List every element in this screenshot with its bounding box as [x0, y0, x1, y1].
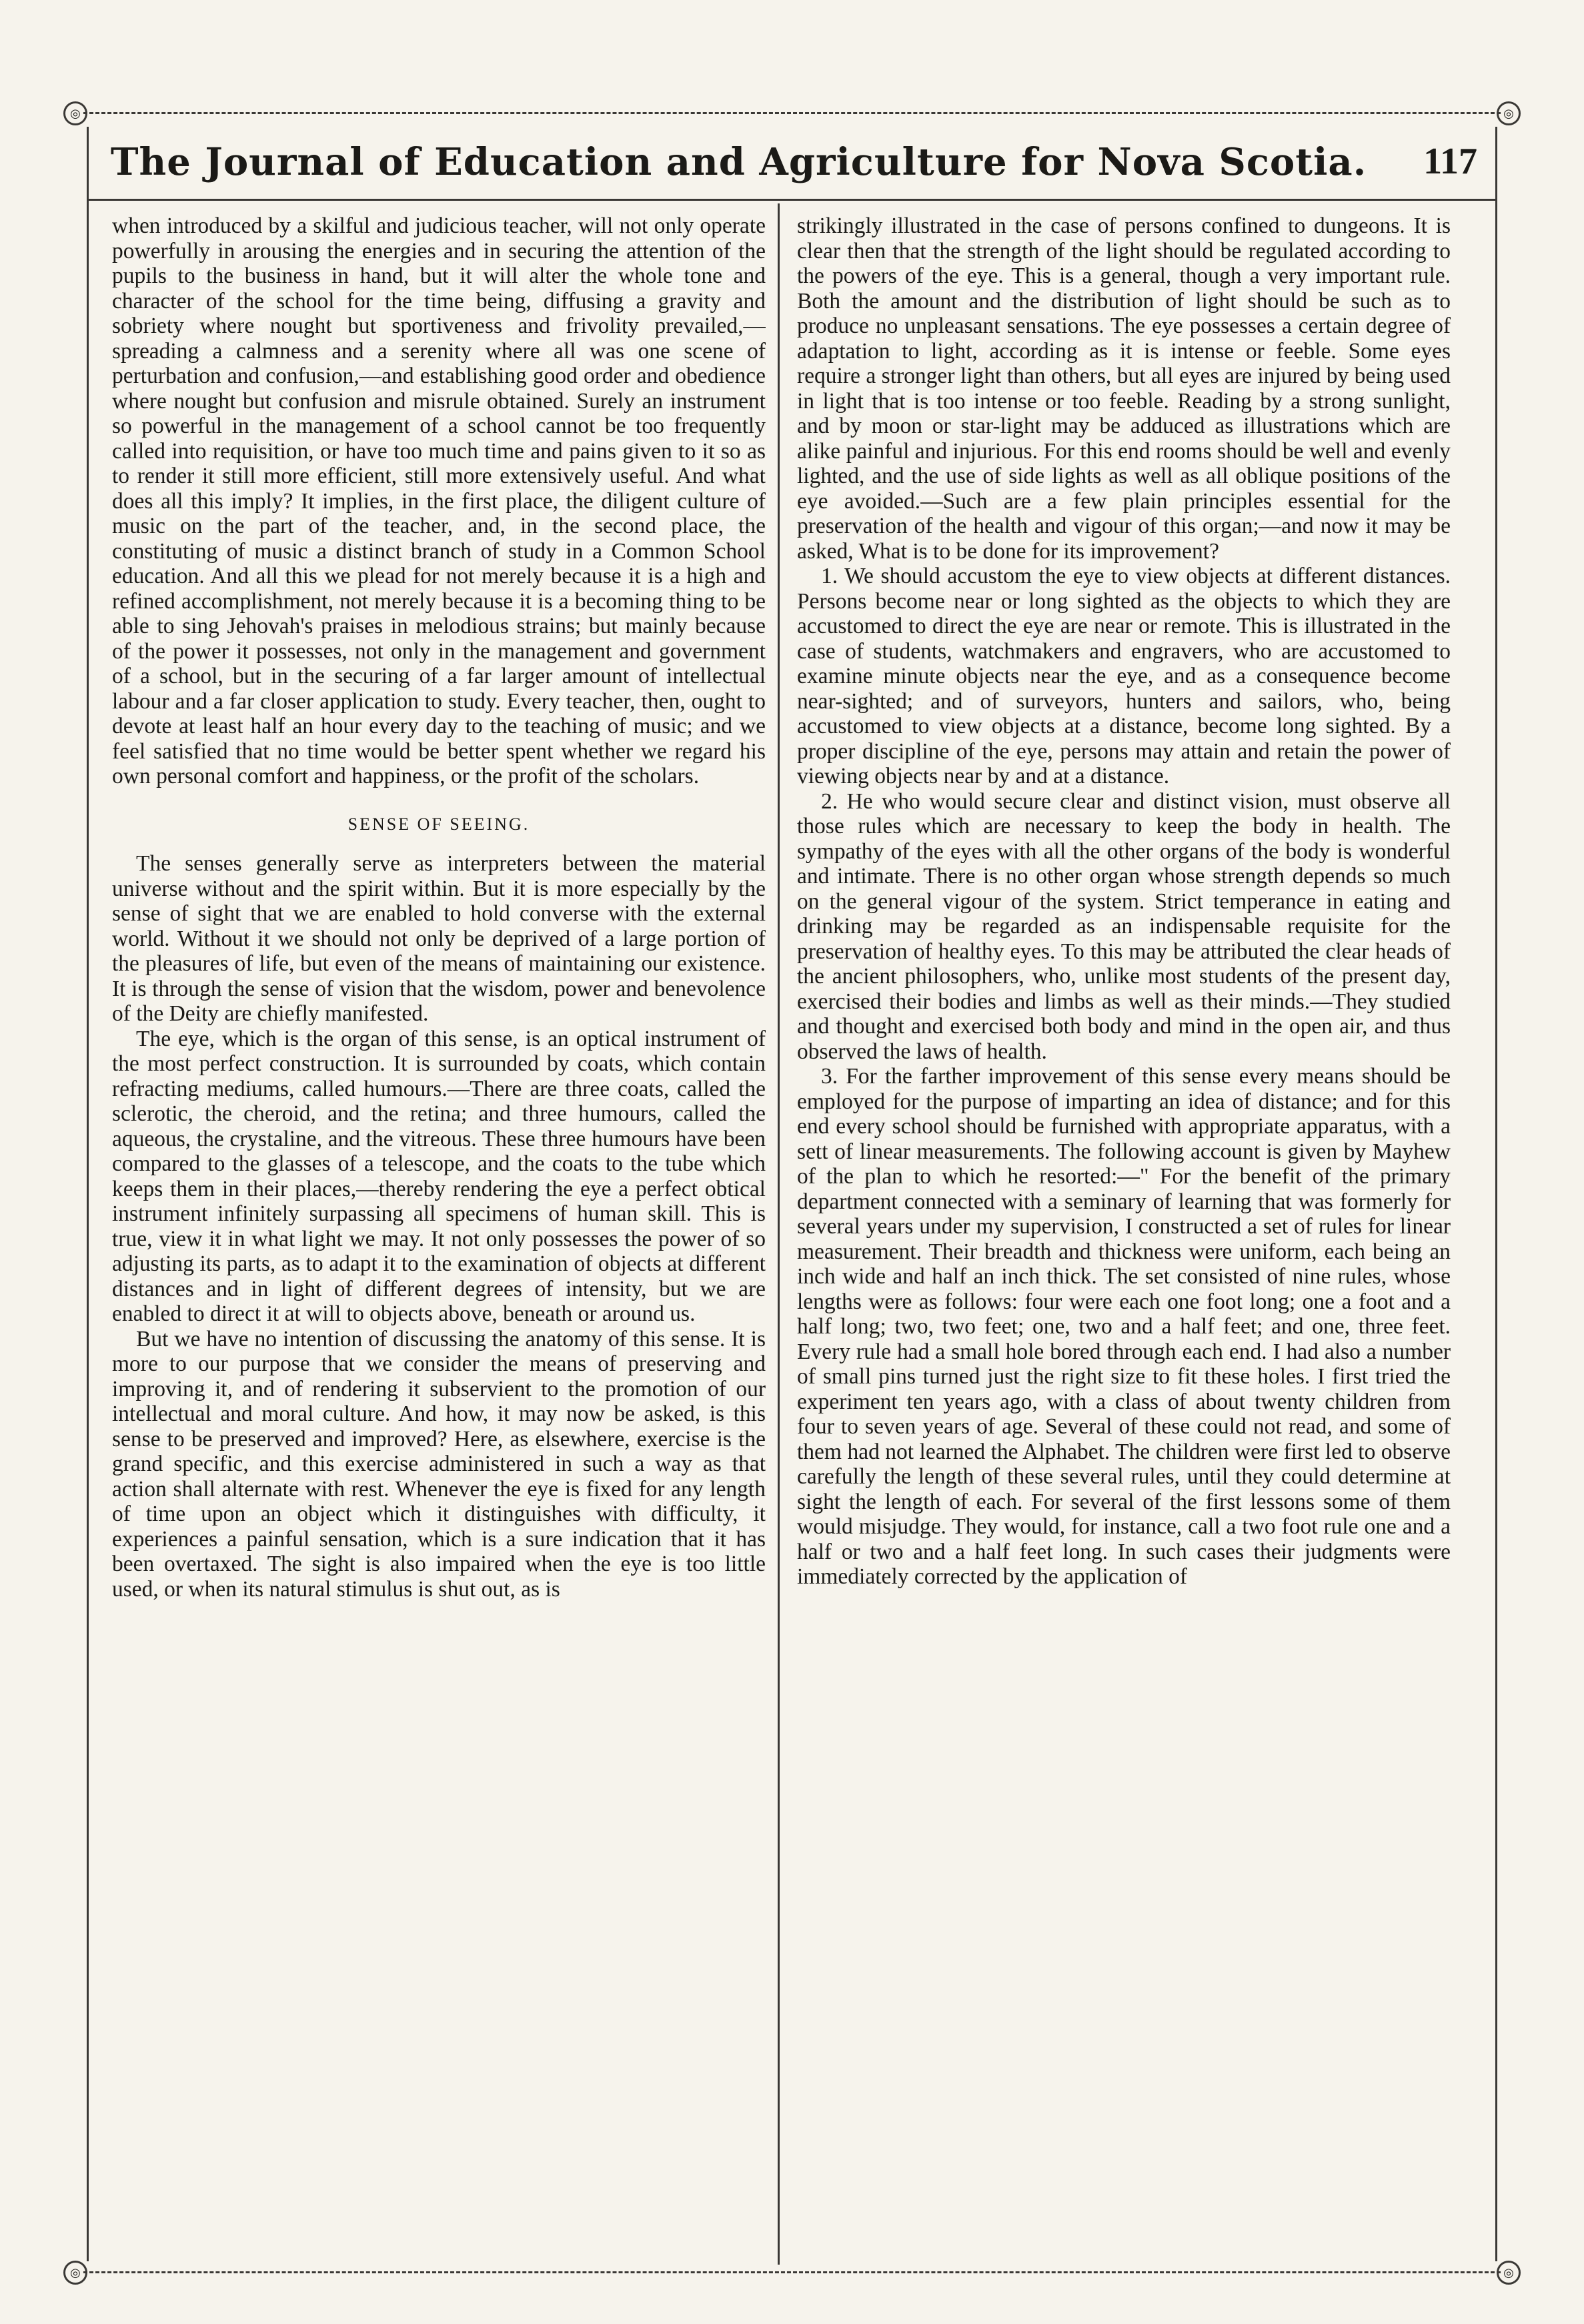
- corner-ornament-icon: ◎: [1497, 2261, 1521, 2285]
- column-divider: [778, 203, 780, 2265]
- paragraph: when introduced by a skilful and judicious teacher, will not only operate powerfully in arousing the energies and in securing the attention of the pupils to the business in hand, but it will alter the whole tone and character of the school for the time being, diffusing a gravity and sobriety where nought but sportiveness and frivolity prevailed,—spreading a calmness and a serenity where all was one scene of perturbation and confusion,—and establishing good order and obedience where nought but confusion and misrule obtained. Surely an instrument so powerful in the management of a school cannot be too frequently called into requisition, or have too much time and pains given to it so as to render it still more efficient, still more extensively useful. And what does all this imply? It implies, in the first place, the diligent culture of music on the part of the teacher, and, in the second place, the constituting of music a distinct branch of study in a Common School education. And all this we plead for not merely because it is a high and refined accomplishment, not merely because it is a becoming thing to be able to sing Jehovah's praises in melodious strains; but mainly because of the power it possesses, not only in the management and government of a school, but in the securing of a far larger amount of intellectual labour and a far closer application to study. Every teacher, then, ought to devote at least half an hour every day to the teaching of music; and we feel satisfied that no time would be better spent whether we regard his own personal comfort and happiness, or the profit of the scholars.: [112, 213, 766, 788]
- corner-ornament-icon: ◎: [63, 2261, 87, 2285]
- paragraph: But we have no intention of discussing the anatomy of this sense. It is more to our purpose that we consider the means of preserving and improving it, and of rendering it subservient to the promotion of our intellectual and moral culture. And how, it may now be asked, is this sense to be preserved and improved? Here, as elsewhere, exercise is the grand specific, and this exercise administered in such a way as that action shall alternate with rest. Whenever the eye is fixed for any length of time upon an object which it distinguishes with difficulty, it experiences a painful sensation, which is a sure indication that it has been overtaxed. The sight is also impaired when the eye is too little used, or when its natural stimulus is shut out, as is: [112, 1326, 766, 1602]
- top-dashed-rule: [83, 112, 1501, 114]
- paragraph: 1. We should accustom the eye to view objects at different distances. Persons become near or long sighted as the objects to which they are accustomed to direct the eye are near or remote. This is illustrated in the case of students, watchmakers and engravers, who are accustomed to examine minute objects near the eye, and as a consequence become near-sighted; and of surveyors, hunters and sailors, who, being accustomed to view objects at a distance, become long sighted. By a proper discipline of the eye, persons may attain and retain the power of viewing objects near by and at a distance.: [797, 564, 1451, 788]
- paragraph: strikingly illustrated in the case of persons confined to dungeons. It is clear then that the strength of the light should be regulated according to the powers of the eye. This is a general, though a very important rule. Both the amount and the distribution of light should be such as to produce no unpleasant sensations. The eye possesses a certain degree of adaptation to light, according as it is intense or feeble. Some eyes require a stronger light than others, but all eyes are injured by being used in light that is too intense or too feeble. Reading by a strong sunlight, and by moon or star-light may be adduced as illustrations which are alike painful and injurious. For this end rooms should be well and evenly lighted, and the use of side lights as well as all oblique positions of the eye avoided.—Such are a few plain principles essential for the preservation of the health and vigour of this organ;—and now it may be asked, What is to be done for its improvement?: [797, 213, 1451, 564]
- corner-ornament-icon: ◎: [63, 101, 87, 125]
- paragraph: 3. For the farther improvement of this sense every means should be employed for the purpose of imparting an idea of distance; and for this end every school should be furnished with appropriate apparatus, with a sett of linear measurements. The following account is given by Mayhew of the plan to which he resorted:—" For the benefit of the primary department connected with a seminary of learning that was formerly for several years under my supervision, I constructed a set of rules for linear measurement. Their breadth and thickness were uniform, each being an inch wide and half an inch thick. The set consisted of nine rules, whose lengths were as follows: four were each one foot long; one a foot and a half long; two, two feet; one, two and a half feet; and one, three feet. Every rule had a small hole bored through each end. I had also a number of small pins turned just the right size to fit these holes. I first tried the experiment ten years ago, with a class of about twenty children from four to seven years of age. Several of these could not read, and some of them had not learned the Alphabet. The children were first led to observe carefully the length of these several rules, until they could determine at sight the length of each. For several of the first lessons some of them would misjudge. They would, for instance, call a two foot rule one and a half or two and a half feet long. In such cases their judgments were immediately corrected by the application of: [797, 1064, 1451, 1589]
- page-number: 117: [1423, 141, 1477, 182]
- paragraph: 2. He who would secure clear and distinct vision, must observe all those rules which are necessary to keep the body in health. The sympathy of the eyes with all the other organs of the body is wonderful and intimate. There is no other organ whose strength depends so much on the general vigour of the system. Strict temperance in eating and drinking may be regarded as an indispensable requisite for the preservation of healthy eyes. To this may be attributed the clear heads of the ancient philosophers, who, unlike most students of the present day, exercised their bodies and limbs as well as their minds.—They studied and thought and exercised both body and mind in the open air, and thus observed the laws of health.: [797, 788, 1451, 1064]
- bottom-dashed-rule: [83, 2271, 1501, 2273]
- left-frame-line: [87, 127, 89, 2261]
- corner-ornament-icon: ◎: [1497, 101, 1521, 125]
- left-column: [112, 213, 766, 2258]
- section-heading: SENSE OF SEEING.: [347, 814, 530, 834]
- paragraph: The eye, which is the organ of this sense, is an optical instrument of the most perfect construction. It is surrounded by coats, which contain refracting mediums, called humours.—There are three coats, called the sclerotic, the cheroid, and the retina; and three humours, called the aqueous, the crystaline, and the vitreous. These three humours have been compared to the glasses of a telescope, and the coats to the tube which keeps them in their places,—thereby rendering the eye a perfect obtical instrument infinitely surpassing all specimens of human skill. This is true, view it in what light we may. It not only possesses the power of so adjusting its parts, as to adapt it to the examination of objects at different distances and in light of different degrees of intensity, but we are enabled to direct it at will to objects above, beneath or around us.: [112, 1026, 766, 1326]
- page-header: [87, 133, 1497, 200]
- right-column: [797, 213, 1451, 2258]
- journal-title: The Journal of Education and Agriculture for Nova Scotia.: [110, 140, 1367, 184]
- header-rule: [87, 199, 1497, 201]
- right-frame-line: [1495, 127, 1497, 2261]
- paragraph: The senses generally serve as interpreters between the material universe without and the spirit within. But it is more especially by the sense of sight that we are enabled to hold converse with the external world. Without it we should not only be deprived of a large portion of the pleasures of life, but even of the means of maintaining our existence. It is through the sense of vision that the wisdom, power and benevolence of the Deity are chiefly manifested.: [112, 851, 766, 1026]
